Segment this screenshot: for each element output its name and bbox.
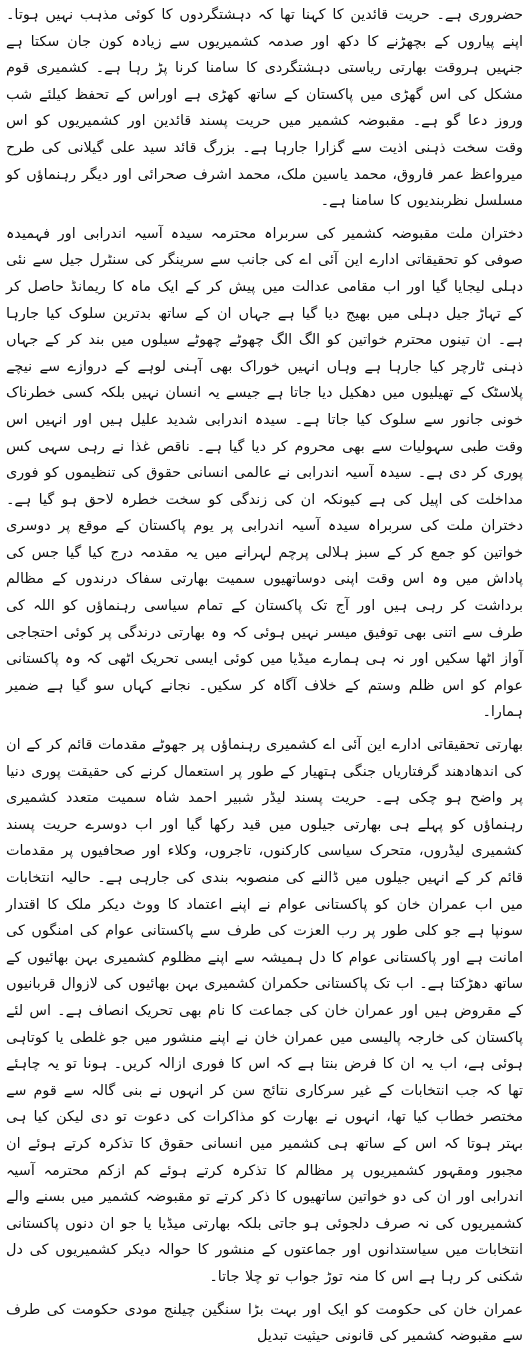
article-paragraph-3: بھارتی تحقیقاتی ادارے این آئی اے کشمیری رہنماؤں پر جھوٹے مقدمات قائم کر کے ان کی اندھادھند گرفتاریاں جنگی ہتھیار کے طور پر استعمال کرنے کی حقیقت پوری دنیا پر واضح ہو چکی ہے۔ حریت پسند لیڈر شبیر احمد شاہ سمیت متعدد کشمیری رہنماؤں کو پہلے ہی بھارتی جیلوں میں قید رکھا گیا اور اب دوسرے حریت پسند کشمیری لیڈروں، متحرک سیاسی کارکنوں، تاجروں، وکلاء اور صحافیوں پر مقدمات قائم کر کے انہیں جیلوں میں ڈالنے کی منصوبہ بندی کی جارہی ہے۔ حالیہ انتخابات میں اب عمران خان کو پاکستانی عوام نے اپنے اعتماد کا ووٹ دیکر ملک کا اقتدار سونپا ہے جو کلی طور پر رب العزت کی طرف سے پاکستانی عوام کی امنگوں کی امانت ہے اور پاکستانی عوام کا دل ہمیشہ سے اپنے مظلوم کشمیری بہن بھائیوں کے ساتھ دھڑکتا ہے۔ اب تک پاکستانی حکمران کشمیری بہن بھائیوں کی لازوال قربانیوں کے مقروض ہیں اور عمران خان کی جماعت کا نام بھی تحریک انصاف ہے۔ اس لئے پاکستان کی خارجہ پالیسی میں عمران خان نے اپنے منشور میں جو غلطی یا کوتاہی ہوئی ہے، اب یہ ان کا فرض بنتا ہے کہ اس کا فوری ازالہ کریں۔ ہونا تو یہ چاہئے تھا کہ جب انتخابات کے غیر سرکاری نتائج سن کر انہوں نے بنی گالہ سے قوم سے مختصر خطاب کیا تھا، انہوں نے بھارت کو مذاکرات کی دعوت تو دی لیکن کیا ہی بہتر ہوتا کہ اس کے ساتھ ہی کشمیر میں انسانی حقوق کا تذکرہ کرتے ہوئے ان مجبور ومقہور کشمیریوں پر مظالم کا تذکرہ کرتے ہوئے کم ازکم محترمہ آسیہ اندرابی اور ان کی دو خواتین ساتھیوں کا ذکر کرتے تو مقبوضہ کشمیر میں بسنے والے کشمیریوں کی نہ صرف دلجوئی ہو جاتی بلکہ بھارتی میڈیا یا جو ان دنوں پاکستانی انتخابات میں سیاستدانوں اور جماعتوں کے منشور کا حوالہ دیکر کشمیریوں کی دل شکنی کر رہا ہے اس کا منہ توڑ جواب تو چلا جاتا۔ — [6, 737, 523, 1285]
article-paragraph-2: دختران ملت مقبوضہ کشمیر کی سربراہ محترمہ سیدہ آسیہ اندرابی اور فہمیدہ صوفی کو تحقیقاتی ادارے این آئی اے کی جانب سے سرینگر کی سنٹرل جیل سے نئی دہلی لیجایا گیا اور اب مقامی عدالت میں پیش کر کے ایک ماہ کا ریمانڈ حاصل کر کے تہاڑ جیل دہلی میں بھیج دیا گیا ہے جہاں ان کے ساتھ بدترین سلوک کیا جارہا ہے۔ ان تینوں محترم خواتین کو الگ الگ چھوٹے چھوٹے سیلوں میں بند کر کے جہاں ذہنی ٹارچر کیا جارہا ہے وہاں انہیں خوراک بھی آہنی لوہے کے دروازے سے نیچے پلاسٹک کے تھیلیوں میں دھکیل دیا جاتا ہے جیسے یہ انسان نہیں بلکہ کسی خطرناک خونی جانور سے سلوک کیا جاتا ہے۔ سیدہ اندرابی شدید علیل ہیں اور انہیں اس وقت طبی سہولیات سے بھی محروم کر دیا گیا ہے۔ ناقص غذا نے رہی سہی کس پوری کر دی ہے۔ سیدہ آسیہ اندرابی نے عالمی انسانی حقوق کی تنظیموں کو فوری مداخلت کی اپیل کی ہے کیونکہ ان کی زندگی کو سخت خطرہ لاحق ہو گیا ہے۔ دختران ملت کی سربراہ سیدہ آسیہ اندرابی پر یوم پاکستان کے موقع پر دوسری خواتین کو جمع کر کے سبز ہلالی پرچم لہرانے میں یہ مقدمہ درج کیا گیا جس کی پاداش میں وہ اس وقت اپنی دوساتھیوں سمیت بھارتی سفاک درندوں کے مظالم برداشت کر رہی ہیں اور آج تک پاکستان کے تمام سیاسی رہنماؤں کو اللہ کی طرف سے اتنی بھی توفیق میسر نہیں ہوئی کہ وہ بھارتی درندگی پر کوئی احتجاجی آواز اٹھا سکیں اور نہ ہی ہمارے میڈیا میں کوئی ایسی تحریک اٹھی کہ وہ پاکستانی عوام کو اس ظلم وستم کے خلاف آگاہ کر سکیں۔ نجانے کہاں سو گیا ہے ضمیر ہمارا۔ — [6, 225, 523, 721]
article-paragraph-1: حضروری ہے۔ حریت قائدین کا کہنا تھا کہ دہشتگردوں کا کوئی مذہب نہیں ہوتا۔ اپنے پیاروں کے بچھڑنے کا دکھ اور صدمہ کشمیریوں سے زیادہ کون جان سکتا ہے جنہیں ہروقت بھارتی ریاستی دہشتگردی کا سامنا کرنا پڑ رہا ہے۔ کشمیری قوم مشکل کی اس گھڑی میں پاکستان کے ساتھ کھڑی ہے اوراس کے تحفظ کیلئے شب وروز دعا گو ہے۔ مقبوضہ کشمیر میں حریت پسند قائدین اور کشمیریوں کو اس وقت سخت ذہنی اذیت سے گزارا جارہا ہے۔ بزرگ قائد سید علی گیلانی کی طرح میرواعظ عمر فاروق، محمد یاسین ملک، محمد اشرف صحرائی اور دیگر رہنماؤں کو مسلسل نظربندیوں کا سامنا ہے۔ — [6, 7, 523, 210]
article-paragraph-4: عمران خان کی حکومت کو ایک اور بہت بڑا سنگین چیلنج مودی حکومت کی طرف سے مقبوضہ کشمیر کی قانونی حیثیت تبدیل — [6, 1301, 523, 1345]
